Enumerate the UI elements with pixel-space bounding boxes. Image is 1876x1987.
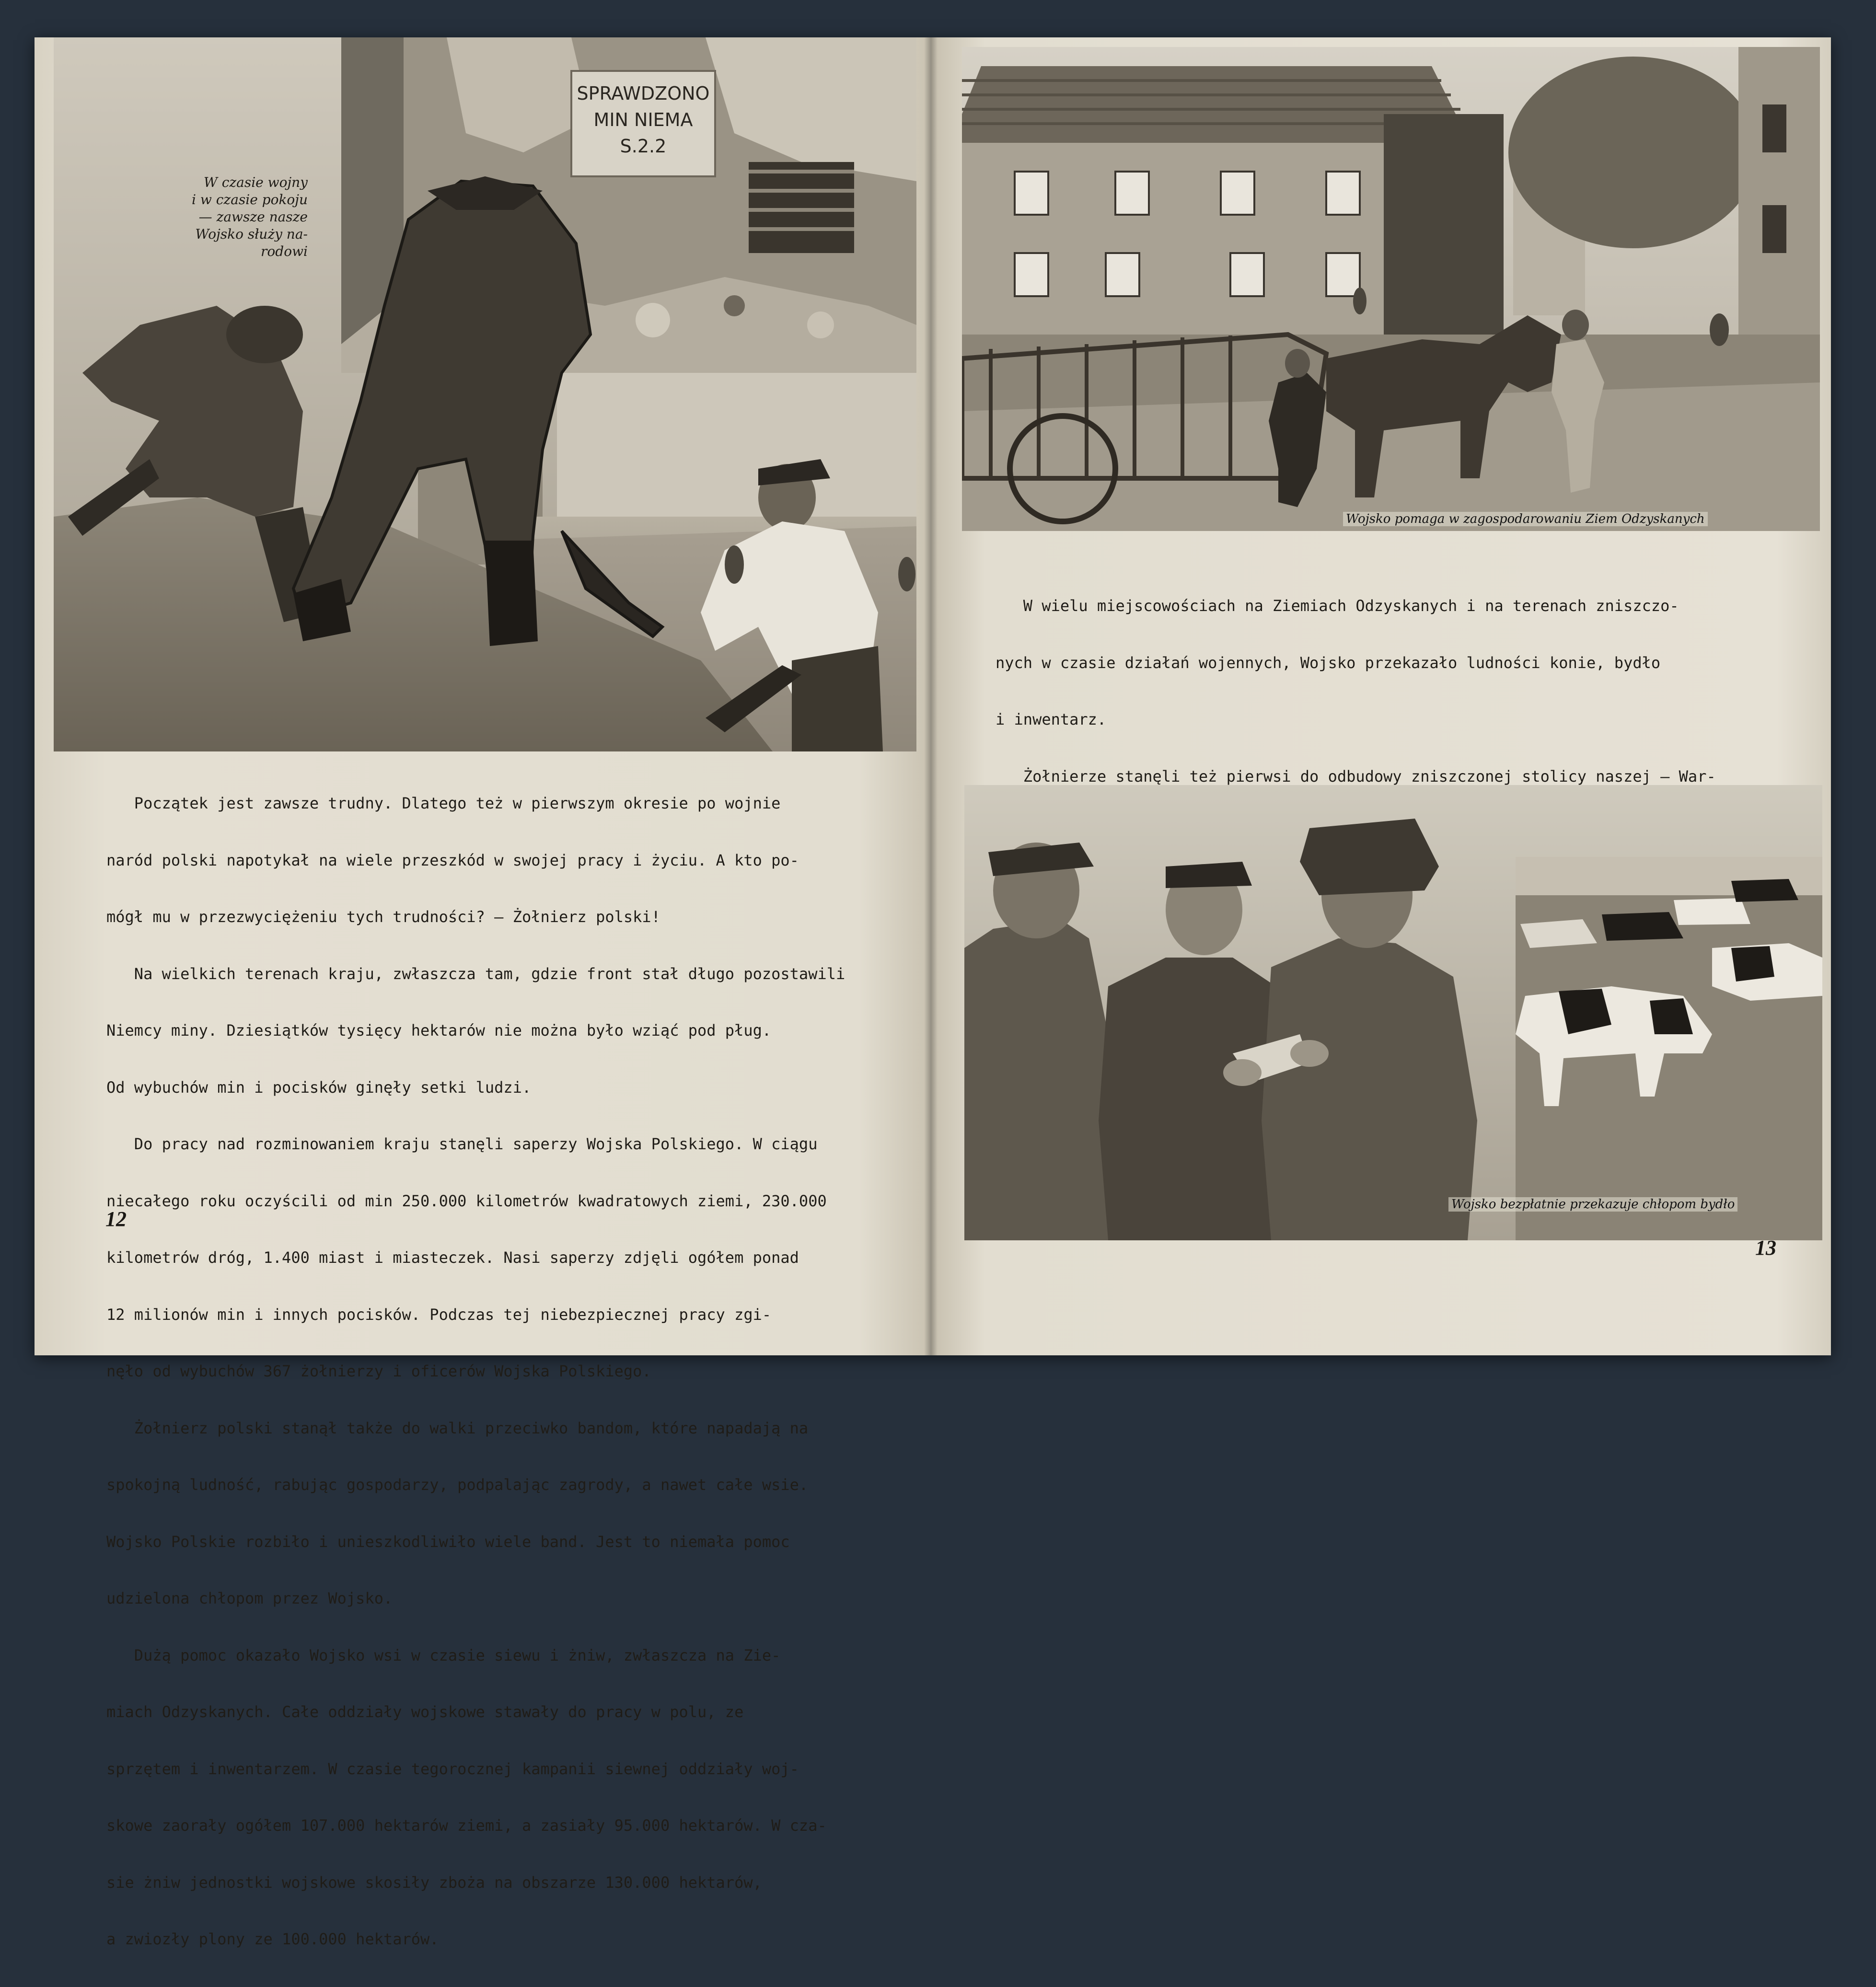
text-line: Niemcy miny. Dziesiątków tysięcy hektarów nie można było wziąć pod pług. [106,1021,772,1040]
farm-horse-photo [962,47,1820,531]
text-line: Od wybuchów min i pocisków ginęły setki ludzi. [106,1078,532,1097]
text-line: mógł mu w przezwyciężeniu tych trudności? — Żołnierz polski! [106,908,660,926]
caption-line: W czasie wojny [204,174,308,190]
open-magazine-spread [35,37,1831,1948]
left-body-text [106,756,912,1987]
text-line: Dużą pomoc okazało Wojsko wsi w czasie siewu i żniw, zwłaszcza na Zie- [106,1646,781,1664]
text-line: miach Odzyskanych. Całe oddziały wojskowe stawały do pracy w polu, ze [106,1703,744,1721]
text-line: naród polski napotykał na wiele przeszkód w swojej pracy i życiu. A kto po- [106,851,799,869]
text-line: spokojną ludność, rabując gospodarzy, podpalając zagrody, a nawet całe wsie. [106,1476,809,1494]
caption-line: — zawsze nasze [198,209,308,225]
text-line: W wielu miejscowościach na Ziemiach Odzyskanych i na terenach zniszczo- [996,597,1679,615]
text-line: skowe zaorały ogółem 107.000 hektarów ziemi, a zasiały 95.000 hektarów. W cza- [106,1816,827,1835]
sappers-collage-photo [54,37,916,751]
wall-sign-line-3: S.2.2 [620,136,667,157]
caption-line: rodowi [261,243,308,259]
text-line: Wojsko Polskie rozbiło i unieszkodliwiło wiele band. Jest to niemała pomoc [106,1532,790,1551]
text-line: niecałego roku oczyścili od min 250.000 kilometrów kwadratowych ziemi, 230.000 [106,1191,827,1210]
right-page [931,37,1831,1355]
text-line: i inwentarz. [996,710,1107,728]
text-line: 12 milionów min i innych pocisków. Podczas tej niebezpiecznej pracy zgi- [106,1305,772,1324]
soldiers-cattle-photo [964,785,1822,1240]
page-number-left: 12 [105,1207,127,1231]
text-line: Żołnierz polski stanął także do walki przeciwko bandom, które napadają na [106,1419,809,1437]
text-line: kilometrów dróg, 1.400 miast i miasteczek. Nasi saperzy zdjęli ogółem ponad [106,1248,799,1267]
text-line: nęło od wybuchów 367 żołnierzy i oficerów Wojska Polskiego. [106,1362,651,1380]
page-number-right: 13 [1755,1236,1776,1259]
page-gutter [924,37,938,1355]
wall-sign-line-1: SPRAWDZONO [577,83,710,104]
text-line: sprzętem i inwentarzem. W czasie tegorocznej kampanii siewnej oddziały woj- [106,1759,799,1778]
wall-sign-line-2: MIN NIEMA [593,109,693,130]
caption-line: Wojsko służy na- [195,226,308,242]
bottom-photo-caption: Wojsko bezpłatnie przekazuje chłopom bydło [1448,1197,1737,1212]
text-line: a zwiozły plony ze 100.000 hektarów. [106,1930,439,1948]
left-photo-caption [145,174,308,260]
text-line: udzielona chłopom przez Wojsko. [106,1589,393,1607]
text-line: nych w czasie działań wojennych, Wojsko przekazało ludności konie, bydło [996,653,1661,672]
left-page [35,37,931,1948]
text-line: Żołnierze stanęli też pierwsi do odbudowy zniszczonej stolicy naszej — War- [996,767,1716,786]
caption-line: i w czasie pokoju [192,192,308,208]
text-line: Do pracy nad rozminowaniem kraju stanęli saperzy Wojska Polskiego. W ciągu [106,1135,818,1153]
text-line: Początek jest zawsze trudny. Dlatego też w pierwszym okresie po wojnie [106,794,781,812]
text-line: Na wielkich terenach kraju, zwłaszcza tam, gdzie front stał długo pozostawili [106,964,845,983]
top-photo-caption: Wojsko pomaga w zagospodarowaniu Ziem Odzyskanych [1343,512,1708,526]
text-line: sie żniw jednostki wojskowe skosiły zboża na obszarze 130.000 hektarów, [106,1873,762,1892]
